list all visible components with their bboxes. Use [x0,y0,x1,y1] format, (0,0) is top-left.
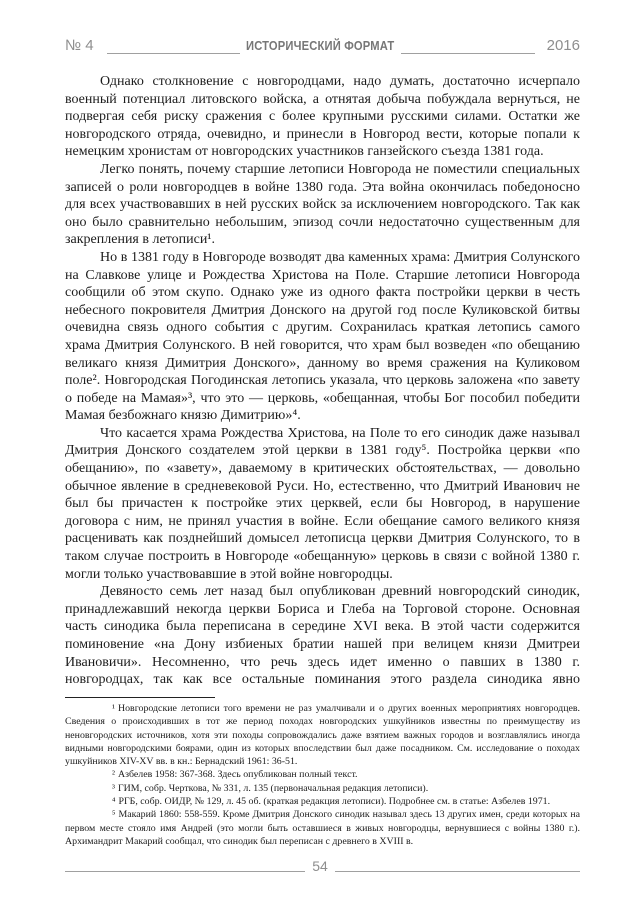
body-paragraph: Однако столкновение с новгородцами, надо думать, достаточно исчерпало военный потенциал литовского войска, а отнятая добыча побуждала вернуться, не подвергая себя риску сражения с более крупными русскими силами. Остатки же новгородского отряда, очевидно, и принесли в Новгород вести, которые попали к немецким хронистам от новгородских участников ганзейского съезда 1381 года. [65,74,580,160]
footnote [65,768,580,781]
footnote-marker: ⁴ [112,796,116,808]
footnote-separator [65,697,215,698]
footnote-text: Новгородские летописи того времени не раз умалчивали и о других военных мероприятиях новгородцев. Сведения о происходивших в тот же период походах новгородских ушкуйников известны по преимуществу из неновгородских источников, хотя эти походы сопровождались даже взятием важных городов и возглавлялись иногда видными новгородскими боярами, один из которых впоследствии был даже посадником. См. исследование о походах ушкуйников XIV-XV вв. в кн.: Бернадский 1961: 36-51. [65,703,580,768]
footnotes [65,702,580,848]
footnote [65,808,580,848]
issue-number: № 4 [65,37,94,54]
body-paragraph: Но в 1381 году в Новгороде возводят два каменных храма: Дмитрия Солунского на Славкове улице и Рождества Христова на Поле. Старшие летописи Новгорода сообщили об этом скупо. Однако уже из одного факта постройки церкви в честь небесного покровителя Дмитрия Донского на другой год после Куликовской битвы очевидна связь одного события с другим. Сохранилась краткая летопись самого храма Дмитрия Солунского. В ней говорится, что храм был возведен «по обещанию великаго князя Димитрия Донского», данному во время сражения на Куликовом поле². Новгородская Погодинская летопись указала, что церковь заложена «по завету о победе на Мамая»³, что это — церковь, «обещанная, чтобы Бог пособил победити Мамая безбожнаго князю Димитрию»⁴. [65,249,580,424]
footnote [65,702,580,768]
header-rule-left [107,53,240,54]
journal-title: ИСТОРИЧЕСКИЙ ФОРМАТ [246,38,395,53]
footnote-text: ГИМ, собр. Черткова, № 331, л. 135 (первоначальная редакция летописи). [117,782,429,794]
footnote [65,795,580,808]
footnote-text: Азбелев 1958: 367-368. Здесь опубликован полный текст. [117,769,358,781]
footnote-marker: ¹ [112,703,115,714]
footnote-text: РГБ, собр. ОИДР, № 129, л. 45 об. (краткая редакция летописи). Подробнее см. в статье: Азбелев 1971. [118,796,551,808]
footer-rule-right [335,871,580,872]
issue-year: 2016 [546,37,580,54]
footnote-marker: ⁵ [112,809,116,821]
header-rule-right [401,53,535,54]
footnote-marker: ² [112,769,115,781]
body-paragraph-continued: Девяносто семь лет назад был опубликован древний новгородский синодик, принадлежавший некогда церкви Бориса и Глеба на Торговой стороне. Основная часть синодика была переписана в середине XVI века. В этой части содержится поминовение «на Дону избиеных братии нашей при велицем князи Дмитреи Ивановичи». Несомненно, что речь здесь идет именно о павших в 1380 г. новгородцах, так как все остальные поминания этого раздела синодика явно [65,584,580,688]
page-number: 54 [312,858,328,874]
running-header [65,36,580,58]
footer-rule-left [65,871,305,872]
page-footer [65,857,580,877]
body-paragraph: Легко понять, почему старшие летописи Новгорода не поместили специальных записей о роли новгородцев в войне 1380 года. Эта война окончилась победоносно для всех участвовавших в ней русских войск за исключением новгородского. Так как оно было сравнительно небольшим, эпизод сочли недостаточно существенным для закрепления в летописи¹. [65,161,580,248]
footnote-text: Макарий 1860: 558-559. Кроме Дмитрия Донского синодик называл здесь 13 других имен, среди которых на первом месте стояло имя Андрей (это могли быть оставшиеся в живых новгородцы, вернувшиеся с войны 1380 г.). Архимандрит Макарий сообщал, что синодик был переписан с древнего в XVIII в. [65,809,580,847]
body-paragraph: Что касается храма Рождества Христова, на Поле то его синодик даже называл Дмитрия Донского создателем этой церкви в 1381 году⁵. Постройка церкви «по обещанию», по «завету», даваемому в критических обстоятельствах, — довольно обычное явление в средневековой Руси. Но, естественно, что Дмитрий Иванович не был бы причастен к постройке этих церквей, если бы Новгород, в нарушение договора с ним, не принял участия в войне. Если обещание самого великого князя расценивать как позднейший домысел летописца церкви Дмитрия Солунского, то в таком случае построить в Новгороде «обещанную» церковь в связи с войной 1380 г. могли только участвовавшие в этой войне новгородцы. [65,425,580,582]
article-body [65,73,580,689]
footnote-marker: ³ [112,782,115,794]
footnote [65,782,580,795]
